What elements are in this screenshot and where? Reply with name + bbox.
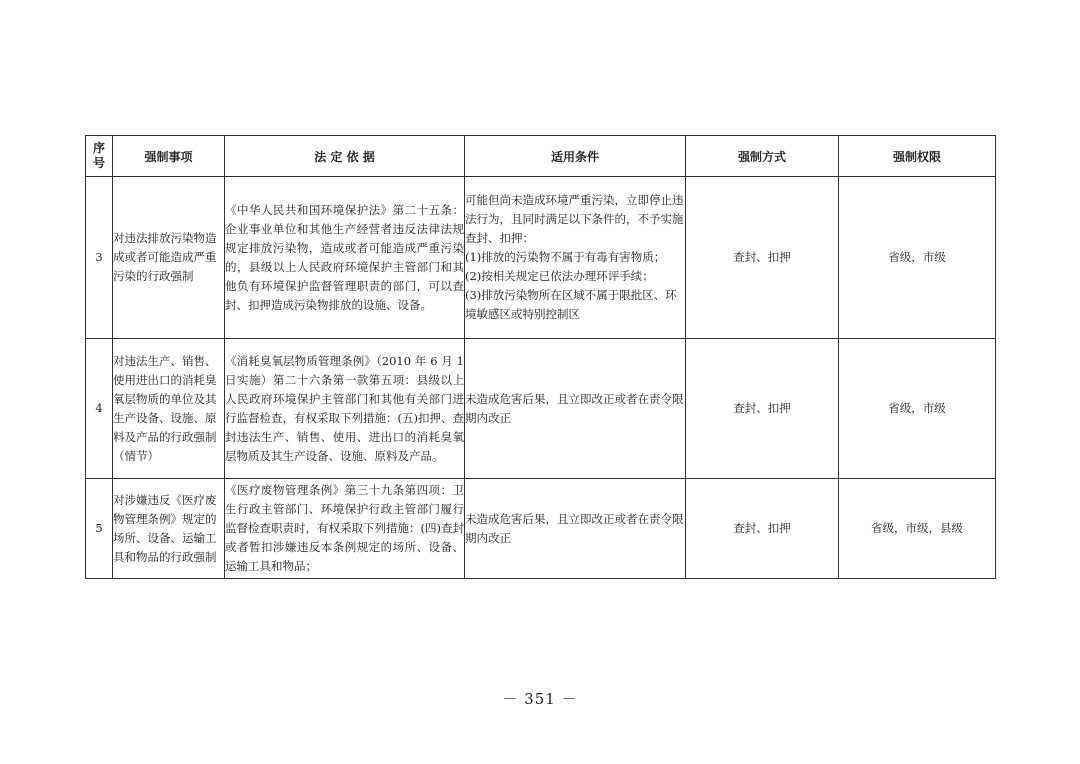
row-condition [465,479,686,579]
condition-line: 未造成危害后果，且立即改正或者在责令限期内改正 [465,391,684,425]
condition-line: (3)排放污染物所在区域不属于限批区、环境敏感区或特别控制区 [465,288,677,321]
header-item: 强制事项 [113,136,225,177]
header-seq: 序号 [86,136,113,177]
header-basis: 法 定 依 据 [225,136,465,177]
row-authority: 省级，市级，县级 [839,479,996,579]
condition-line: 可能但尚未造成环境严重污染，立即停止违法行为，且同时满足以下条件的，不予实施查封、扣押： [465,193,684,245]
table-row [86,339,996,479]
row-method: 查封、扣押 [686,479,839,579]
header-condition: 适用条件 [465,136,686,177]
table-header-row [86,136,996,177]
row-item: 对违法生产、销售、使用进出口的消耗臭氧层物质的单位及其生产设备、设施、原料及产品的行政强制（情节） [113,339,225,479]
header-authority: 强制权限 [839,136,996,177]
table-row [86,479,996,579]
row-authority: 省级，市级 [839,177,996,339]
row-item: 对涉嫌违反《医疗废物管理条例》规定的场所、设备、运输工具和物品的行政强制 [113,479,225,579]
header-method: 强制方式 [686,136,839,177]
row-condition [465,339,686,479]
row-basis: 《医疗废物管理条例》第三十九条第四项：卫生行政主管部门、环境保护行政主管部门履行监督检查职责时，有权采取下列措施：(四)查封或者暂扣涉嫌违反本条例规定的场所、设备、运输工具和物品； [225,479,465,579]
row-authority: 省级，市级 [839,339,996,479]
table-row [86,177,996,339]
enforcement-table [85,135,996,579]
row-number: 3 [86,177,113,339]
row-basis: 《消耗臭氧层物质管理条例》（2010 年 6 月 1 日实施）第二十六条第一款第五项：县级以上人民政府环境保护主管部门和其他有关部门进行监督检查，有权采取下列措施：(五)扣押、查封违法生产、销售、使用、进出口的消耗臭氧层物质及其生产设备、设施、原料及产品。 [225,339,465,479]
condition-line: (1)排放的污染物不属于有毒有害物质； [465,250,666,264]
row-number: 5 [86,479,113,579]
row-method: 查封、扣押 [686,177,839,339]
condition-line: (2)按相关规定已依法办理环评手续； [465,269,654,283]
row-item: 对违法排放污染物造成或者可能造成严重污染的行政强制 [113,177,225,339]
page-number: － 351 － [502,690,578,708]
row-condition [465,177,686,339]
row-method: 查封、扣押 [686,339,839,479]
condition-line: 未造成危害后果，且立即改正或者在责令限期内改正 [465,511,684,545]
row-basis: 《中华人民共和国环境保护法》第二十五条：企业事业单位和其他生产经营者违反法律法规规定排放污染物，造成或者可能造成严重污染的，县级以上人民政府环境保护主管部门和其他负有环境保护监督管理职责的部门，可以查封、扣押造成污染物排放的设施、设备。 [225,177,465,339]
row-number: 4 [86,339,113,479]
